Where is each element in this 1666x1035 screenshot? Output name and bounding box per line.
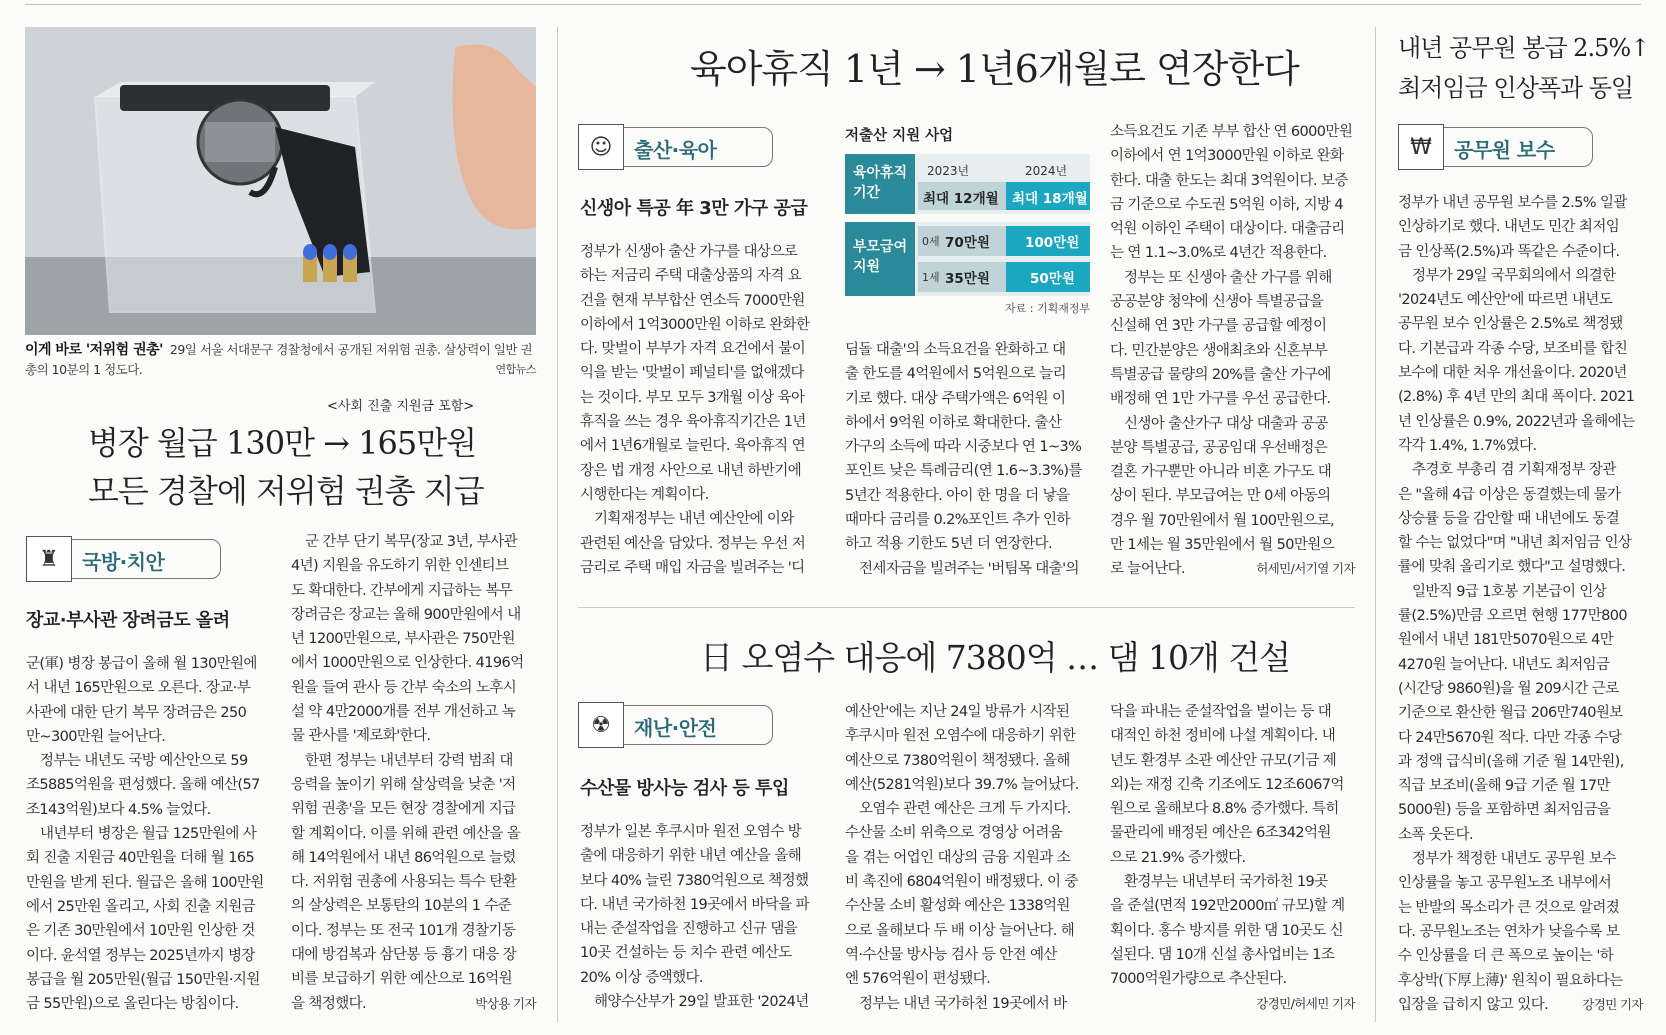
text-line: 관련된 예산을 담았다. 정부는 우선 저 [580, 535, 806, 552]
text-line: 내는 준설작업을 진행하고 신규 댐을 [580, 921, 798, 938]
section-tag-disaster [578, 702, 773, 748]
text-line: 금 인상폭(2.5%)과 똑같은 수준이다. [1398, 243, 1620, 260]
text-line: 금 기준으로 수도권 5억원 이하, 지방 4 [1110, 196, 1344, 213]
section-label-disaster: 재난·안전 [634, 716, 717, 740]
table-age0-2024: 100만원 [1025, 235, 1080, 251]
text-line: 다. 기본급과 각종 수당, 보조비를 합친 [1398, 340, 1628, 357]
text-line: (시간당 9860원)을 월 209시간 근로 [1398, 680, 1619, 697]
text-line: 률(2.5%)만큼 오르면 현행 177만800 [1398, 608, 1627, 625]
text-line: 원에서 내년 181만5070원으로 4만 [1398, 632, 1614, 649]
text-line: 는 것이다. 부모 모두 3개월 이상 육아 [580, 389, 805, 406]
text-line: 원을 들여 관사 등 간부 숙소의 노후시 [291, 679, 517, 696]
text-line: 장은 법 개정 사안으로 내년 하반기에 [580, 462, 802, 479]
table-row1-2024: 최대 18개월 [1012, 191, 1088, 207]
text-line: 출에 대응하기 위한 내년 예산을 올해 [580, 848, 802, 865]
table-age1: 1세 [922, 271, 940, 284]
text-line: 억원 이하인 주택이 대상이다. 대출금리 [1110, 221, 1345, 238]
text-line: 물관리에 배정된 예산은 6조342억원 [1110, 825, 1331, 842]
table-age1-2023: 35만원 [945, 271, 990, 287]
article-disaster-col2 [845, 700, 1090, 1016]
radiation-icon: ☢ [578, 702, 624, 748]
text-line: 인상하기로 했다. 내년도 민간 최저임 [1398, 219, 1620, 236]
text-line: 5000원) 등을 포함하면 최저임금을 [1398, 802, 1611, 819]
news-photo-low-risk-pistol [25, 27, 536, 335]
text-line: 엔 576억원이 편성됐다. [845, 971, 991, 988]
text-line: 하는 저금리 주택 대출상품의 자격 요 [580, 268, 802, 285]
text-line: 회 진출 지원금 40만원을 더해 월 165 [26, 850, 255, 867]
text-line: 출 한도를 4억원에서 5억원으로 늘리 [845, 366, 1066, 383]
text-line: 보다 40% 늘린 7380억원으로 책정했 [580, 872, 809, 889]
pistol-photo-illustration [25, 27, 536, 335]
text-line: 수 인상률을 더 큰 폭으로 높이는 '하 [1398, 948, 1614, 965]
photo-caption-text: 29일 서울 서대문구 경찰청에서 공개된 저위험 권총. 살상력이 일반 권 [169, 342, 533, 357]
text-line: 4년) 지원을 유도하기 위한 인센티브 [291, 558, 509, 575]
text-line: 은 "올해 4급 이상은 동결했는데 물가 [1398, 486, 1621, 503]
text-line: 물 관사를 '제로화'한다. [291, 728, 431, 745]
text-line: 해양수산부가 29일 발표한 '2024년 [594, 994, 809, 1011]
text-line: 외)는 재정 긴축 기조에도 12조6067억 [1110, 776, 1344, 793]
table-row1-label: 육아휴직 [853, 165, 908, 181]
text-line: 에서 25만원 올리고, 사회 진출 지원금 [26, 898, 256, 915]
section-label-civil-pay: 공무원 보수 [1454, 138, 1555, 162]
article-childbirth-col3 [1110, 120, 1355, 582]
table-year-2024: 2024년 [1025, 164, 1068, 178]
text-line: 익을 받는 '맞벌이 페널티'를 없애겠다 [580, 365, 804, 382]
text-line: 신설해 연 3만 가구를 공급할 예정이 [1110, 318, 1327, 335]
column-divider-left [557, 27, 558, 1022]
text-line: 건을 현재 부부합산 연소득 7000만원 [580, 292, 805, 309]
text-line: 군(軍) 병장 봉급이 올해 월 130만원에 [26, 656, 257, 672]
text-line: 정부가 29일 국무회의에서 의결한 [1412, 267, 1616, 284]
text-line: 만~300만원 늘어난다. [26, 728, 166, 745]
text-line: 가구의 소득에 따라 시중보다 연 1~3% [845, 439, 1082, 456]
headline-police-pistol: 모든 경찰에 저위험 권총 지급 [88, 472, 484, 510]
text-line: 이하에서 연 1억3000만원 이하로 완화 [1110, 148, 1344, 165]
headline-contaminated-water: 日 오염수 대응에 7380억 … 댐 10개 건설 [700, 638, 1291, 677]
text-line: 수산물 소비 위축으로 경영상 어려움 [845, 825, 1063, 842]
text-line: 기획재정부는 내년 예산안에 이와 [594, 511, 794, 528]
photo-credit: 연합뉴스 [495, 363, 536, 376]
text-line: 닥을 파내는 준설작업을 벌이는 등 대 [1110, 704, 1332, 720]
text-line: 에서 1000만원으로 인상한다. 4196억 [291, 655, 524, 672]
text-line: 설 약 4만2000개를 전부 개선하고 녹 [291, 704, 516, 721]
byline-military: 박상용 기자 [475, 995, 536, 1011]
text-line: 는 연 1.1~3.0%로 4년간 적용한다. [1110, 245, 1327, 262]
baby-icon: ☺ [578, 124, 624, 170]
text-line: 결혼 가구뿐만 아니라 비혼 가구도 대 [1110, 464, 1332, 481]
article-disaster-col3 [1110, 700, 1355, 1016]
text-line: 후상박(下厚上薄)' 원칙이 필요하다는 [1398, 972, 1623, 989]
text-line: 시행한다는 계획이다. [580, 486, 709, 503]
text-line: 다. 맞벌이 부부가 자격 요건에서 불이 [580, 341, 806, 358]
text-line: 는 반발의 목소리가 큰 것으로 알려졌 [1398, 899, 1620, 916]
text-line: 을 준설(면적 192만2000㎡ 규모)할 계 [1110, 898, 1345, 915]
headline-parental-leave: 육아휴직 1년 → 1년6개월로 연장한다 [690, 47, 1299, 91]
story-divider-middle [578, 607, 1355, 608]
text-line: 하에서 9억원 이하로 확대한다. 출산 [845, 414, 1062, 431]
text-line: 은 기존 30만원에서 10만원 인상한 것 [26, 923, 255, 940]
text-line: 10곳 건설하는 등 치수 관련 예산도 [580, 945, 792, 962]
text-line: 정부가 신생아 출산 가구를 대상으로 [580, 244, 798, 260]
photo-caption [25, 340, 536, 380]
text-line: 다. 내년 국가하천 19곳에서 바닥을 파 [580, 896, 810, 913]
text-line: 7000억원가량으로 추산된다. [1110, 971, 1287, 988]
text-line: 비를 보급하기 위한 예산으로 16억원 [291, 971, 512, 988]
top-rule [25, 4, 1641, 5]
section-label-childbirth: 출산·육아 [634, 138, 717, 162]
korea-map-icon: ♜ [26, 536, 72, 582]
kicker: <사회 진출 지원금 포함> [327, 399, 475, 414]
section-tag-civil-pay [1398, 124, 1593, 170]
text-line: 의 살상력은 보통탄의 10분의 1 수준 [291, 898, 512, 915]
text-line: 포인트 낮은 특례금리(연 1.6~3.3%)를 [845, 463, 1082, 480]
text-line: 입장을 급히지 않고 있다. [1398, 996, 1549, 1013]
text-line: 응력을 높이기 위해 살상력을 낮춘 '저 [291, 776, 516, 793]
text-line: 비 촉진에 6804억원이 배정됐다. 이 중 [845, 874, 1078, 891]
headline-military-pay: 병장 월급 130만 → 165만원 [88, 424, 477, 462]
text-line: 획이다. 홍수 방지를 위한 댐 10곳도 신 [1110, 922, 1344, 939]
text-line: 수산물 소비 활성화 예산은 1338억원 [845, 898, 1070, 915]
column-divider-right [1375, 27, 1376, 1022]
text-line: 으로 21.9% 증가했다. [1110, 849, 1246, 866]
section-tag-defense [26, 536, 221, 582]
text-line: 군 간부 단기 복무(장교 3년, 부사관 [305, 534, 518, 550]
headline-min-wage: 최저임금 인상폭과 동일 [1398, 74, 1634, 102]
text-line: 을 책정했다. [291, 995, 367, 1012]
text-line: 때마다 금리를 0.2%포인트 추가 인하 [845, 512, 1070, 529]
article-civil-pay-col [1398, 191, 1643, 1017]
text-line: 다 24만5670원 적다. 다만 각종 수당 [1398, 729, 1622, 746]
article-childbirth-col1 [580, 240, 825, 580]
text-line: 추경호 부총리 겸 기획재정부 장관 [1412, 462, 1616, 479]
text-line: 대에 방검복과 삼단봉 등 흉기 대응 장 [291, 947, 517, 964]
byline-childbirth: 허세민/서기열 기자 [1256, 561, 1355, 577]
section-label-defense: 국방·치안 [82, 550, 165, 574]
text-line: 특별공급 물량의 20%를 출산 가구에 [1110, 366, 1331, 383]
text-line: 상이 된다. 부모급여는 만 0세 아동의 [1110, 488, 1331, 505]
table-year-2023: 2023년 [927, 164, 970, 178]
text-line: 대적인 하천 정비에 나설 계획이다. 내 [1110, 728, 1336, 745]
text-line: 설된다. 댐 10개 신설 총사업비는 1조 [1110, 946, 1335, 963]
text-line: 년 1200만원으로, 부사관은 750만원 [291, 631, 515, 648]
text-line: 한편 정부는 내년부터 강력 범죄 대 [305, 752, 513, 769]
table-title: 저출산 지원 사업 [845, 128, 954, 144]
text-line: 20% 이상 증액했다. [580, 969, 703, 986]
text-line: 장려금은 장교는 올해 900만원에서 내 [291, 606, 521, 623]
text-line: 할 계획이다. 이를 위해 관련 예산을 올 [291, 825, 521, 842]
text-line: 으로 올해보다 두 배 이상 늘어난다. 해 [845, 922, 1075, 939]
photo-caption-text-2: 총의 10분의 1 정도다. [25, 362, 143, 377]
text-line: 예산안'에는 지난 24일 방류가 시작된 [845, 704, 1070, 720]
text-line: 만원을 받게 된다. 월급은 올해 100만원 [26, 874, 264, 891]
text-line: 해 14억원에서 내년 86억원으로 늘렸 [291, 849, 516, 866]
text-line: 소폭 웃돈다. [1398, 826, 1474, 843]
text-line: 정부는 내년 국가하천 19곳에서 바 [859, 995, 1067, 1012]
text-line: 정부가 내년 공무원 보수를 2.5% 일괄 [1398, 195, 1627, 211]
text-line: 정부는 내년도 국방 예산안으로 59 [40, 753, 248, 770]
text-line: 인상률을 놓고 공무원노조 내부에서 [1398, 875, 1612, 892]
table-row2-label: 부모급여 [853, 239, 908, 255]
text-line: 조5885억원을 편성했다. 올해 예산(57 [26, 777, 260, 794]
table-age1-2024: 50만원 [1030, 271, 1075, 287]
text-line: 오염수 관련 예산은 크게 두 가지다. [859, 801, 1071, 818]
text-line: 예산으로 7380억원이 책정됐다. 올해 [845, 752, 1070, 769]
text-line: 이다. 정부는 또 전국 101개 경찰기동 [291, 922, 516, 939]
text-line: 보수에 대한 처우 개선율이다. 2020년 [1398, 365, 1627, 382]
headline-civil-servant-pay: 내년 공무원 봉급 2.5%↑ [1398, 34, 1650, 62]
text-line: 금리로 주택 매입 자금을 빌려주는 '디 [580, 559, 805, 576]
text-line: 년 인상률은 0.9%, 2022년과 올해에는 [1398, 413, 1635, 430]
text-line: 하고 적용 기한도 5년 더 연장한다. [845, 536, 1052, 553]
text-line: 4270원 늘어난다. 내년도 최저임금 [1398, 656, 1610, 673]
subhead-newborn-housing: 신생아 특공 年 3만 가구 공급 [580, 198, 808, 219]
table-row2-label-2: 지원 [853, 259, 881, 275]
text-line: 예산(5281억원)보다 39.7% 늘어났다. [845, 776, 1079, 793]
byline-disaster: 강경민/허세민 기자 [1256, 995, 1355, 1011]
text-line: 딤돌 대출'의 소득요건을 완화하고 대 [845, 342, 1066, 358]
text-line: 배정해 연 1만 가구를 우선 공급한다. [1110, 391, 1331, 408]
text-line: '2024년도 예산안'에 따르면 내년도 [1398, 292, 1613, 309]
text-line: 신생아 출산가구 대상 대출과 공공 [1124, 415, 1328, 432]
table-source: 자료 : 기획재정부 [1005, 302, 1091, 315]
text-line: 다. 저위험 권총에 사용되는 특수 탄환 [291, 874, 517, 891]
text-line: 정부가 일본 후쿠시마 원전 오염수 방 [580, 824, 802, 840]
won-currency-icon: ₩ [1398, 124, 1444, 170]
text-line: 년도 환경부 소관 예산안 규모(기금 제 [1110, 752, 1337, 769]
text-line: 원으로 올해보다 8.8% 증가했다. 특히 [1110, 801, 1339, 818]
text-line: 다. 공무원노조는 연차가 낮을수록 보 [1398, 923, 1620, 940]
text-line: 로 늘어난다. [1110, 561, 1186, 578]
text-line: 기로 했다. 대상 주택가액은 6억원 이 [845, 390, 1066, 407]
text-line: 경우 월 70만원에서 월 100만원으로, [1110, 512, 1335, 529]
article-military-col2 [291, 530, 536, 1016]
text-line: 공공분양 청약에 신생아 특별공급을 [1110, 294, 1324, 311]
article-disaster-col1 [580, 820, 825, 1014]
text-line: 직급 보조비(올해 9급 기준 월 17만 [1398, 778, 1610, 795]
text-line: 정부는 또 신생아 출산 가구를 위해 [1124, 269, 1332, 286]
article-military-col1 [26, 652, 271, 1016]
text-line: 이다. 윤석열 정부는 2025년까지 병장 [26, 947, 255, 964]
text-line: 도 확대한다. 간부에게 지급하는 복무 [291, 582, 513, 599]
table-row1-label-2: 기간 [853, 185, 881, 201]
text-line: 률에 맞춰 올리기로 했다"고 설명했다. [1398, 559, 1626, 576]
text-line: 5년간 적용한다. 아이 한 명을 더 낳을 [845, 487, 1070, 504]
photo-caption-title: 이게 바로 '저위험 권총' [25, 342, 163, 358]
text-line: 봉급을 월 205만원(월급 150만원·지원 [26, 971, 260, 988]
text-line: 기준으로 환산한 월급 206만740원보 [1398, 705, 1623, 722]
text-line: 분양 특별공급, 공공임대 우선배정은 [1110, 439, 1328, 456]
text-line: 에서 1년6개월로 늘린다. 육아휴직 연 [580, 438, 805, 455]
text-line: 서 내년 165만원으로 오른다. 장교·부 [26, 680, 251, 697]
text-line: 정부가 책정한 내년도 공무원 보수 [1412, 851, 1616, 868]
table-low-birthrate-support [845, 120, 1090, 315]
text-line: (2.8%) 후 4년 만의 최대 폭이다. 2021 [1398, 389, 1635, 406]
text-line: 후쿠시마 원전 오염수에 대응하기 위한 [845, 728, 1076, 745]
text-line: 역·수산물 방사능 검사 등 안전 예산 [845, 946, 1057, 963]
text-line: 일반직 9급 1호봉 기본급이 인상 [1412, 583, 1607, 600]
text-line: 사관에 대한 단기 복무 장려금은 250 [26, 704, 247, 721]
table-age0: 0세 [922, 235, 940, 248]
text-line: 환경부는 내년부터 국가하천 19곳 [1124, 874, 1328, 891]
byline-civil-pay: 강경민 기자 [1582, 996, 1643, 1012]
text-line: 조143억원)보다 4.5% 늘었다. [26, 801, 211, 818]
text-line: 할 수는 없었다"며 "내년 최저임금 인상 [1398, 535, 1632, 552]
table-row1-2023: 최대 12개월 [923, 191, 999, 207]
text-line: 소득요건도 기존 부부 합산 연 6000만원 [1110, 124, 1353, 140]
text-line: 을 겪는 어업인 대상의 금융 지원과 소 [845, 849, 1071, 866]
article-childbirth-col2 [845, 338, 1090, 581]
table-age0-2023: 70만원 [945, 235, 990, 251]
text-line: 금 55만원)으로 올린다는 방침이다. [26, 996, 239, 1013]
text-line: 휴직을 쓰는 경우 육아휴직기간은 1년 [580, 414, 806, 431]
text-line: 상승률 등을 감안할 때 내년에도 동결 [1398, 510, 1620, 527]
text-line: 다. 민간분양은 생애최초와 신혼부부 [1110, 342, 1328, 359]
text-line: 한다. 대출 한도는 최대 3억원이다. 보증 [1110, 172, 1348, 189]
text-line: 각각 1.4%, 1.7%였다. [1398, 437, 1537, 454]
text-line: 전세자금을 빌려주는 '버팀목 대출'의 [859, 560, 1079, 577]
subhead-seafood-inspection: 수산물 방사능 검사 등 투입 [580, 778, 789, 799]
text-line: 과 정액 급식비(올해 기준 월 14만원), [1398, 753, 1624, 770]
section-tag-childbirth [578, 124, 773, 170]
text-line: 만 1세는 월 35만원에서 월 50만원으 [1110, 537, 1335, 554]
text-line: 이하에서 1억3000만원 이하로 완화한 [580, 316, 810, 333]
text-line: 공무원 보수 인상률은 2.5%로 책정됐 [1398, 316, 1623, 333]
text-line: 내년부터 병장은 월급 125만원에 사 [40, 826, 257, 843]
text-line: 위험 권총'을 모든 현장 경찰에게 지급 [291, 801, 516, 818]
subhead-officer-bonus: 장교·부사관 장려금도 올려 [26, 610, 230, 631]
